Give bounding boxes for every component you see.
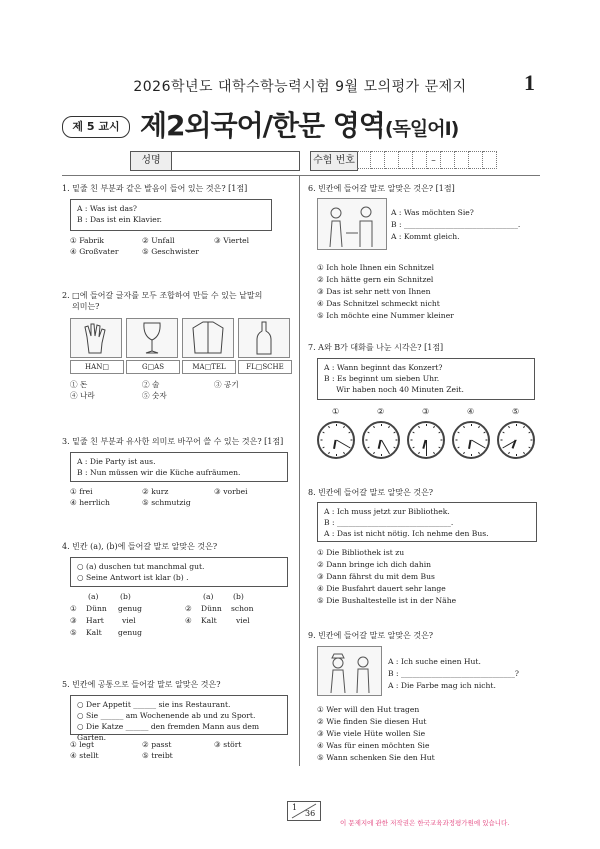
q2-word: G□AS <box>126 360 180 374</box>
q4-option-num[interactable]: ③ <box>70 616 77 625</box>
clock-label[interactable]: ② <box>377 407 385 416</box>
clock-tick <box>523 452 525 454</box>
q4-option-num[interactable]: ② <box>185 604 192 613</box>
clock-face <box>407 421 445 459</box>
q6-option[interactable]: ② Ich hätte gern ein Schnitzel <box>317 275 434 284</box>
footer-total: 36 <box>305 809 316 818</box>
q1-option[interactable]: ③ Viertel <box>214 236 250 245</box>
clock-tick <box>367 447 369 449</box>
q3-option[interactable]: ② kurz <box>142 487 169 496</box>
q9-line: A : Ich suche einen Hut. <box>388 657 481 666</box>
clock-tick <box>433 426 435 428</box>
q9-line: A : Die Farbe mag ich nicht. <box>388 681 496 690</box>
q5-option[interactable]: ① legt <box>70 740 95 749</box>
q5-line: ○ Der Appetit ______ sie ins Restaurant. <box>77 700 231 709</box>
q4-cell: Kalt <box>201 616 217 625</box>
clock-tick <box>328 452 330 454</box>
hand-picture <box>70 318 122 358</box>
clock-tick <box>381 424 382 426</box>
q9-line: B : ______________________________? <box>388 669 519 678</box>
q5-box <box>70 695 288 742</box>
q9-option[interactable]: ⑤ Wann schenken Sie den Hut <box>317 753 435 762</box>
clock-hour-hand <box>469 440 472 449</box>
restaurant-picture <box>317 198 387 250</box>
glass-picture <box>126 318 178 358</box>
clock-tick <box>523 426 525 428</box>
q2-word: MA□TEL <box>182 360 236 374</box>
q6-options <box>317 262 537 322</box>
q5-options <box>70 739 300 761</box>
q5-line: ○ Sie ______ am Wochenende ab und zu Sport. <box>77 711 256 720</box>
clock-tick <box>373 426 375 428</box>
q3-dialog <box>70 452 288 482</box>
exam-number-label: 수험 번호 <box>310 151 358 171</box>
clock-tick <box>426 424 427 426</box>
q8-line: A : Das ist nicht nötig. Ich nehme den Bus. <box>324 529 489 538</box>
clock-tick <box>322 432 324 434</box>
q4-head: (b) <box>233 592 244 601</box>
clock-tick <box>418 452 420 454</box>
clock-tick <box>438 432 440 434</box>
q4-stem: 4. 빈칸 (a), (b)에 들어갈 말로 알맞은 것은? <box>62 542 218 551</box>
subject-main: 제2외국어/한문 영역 <box>140 109 385 142</box>
clock-tick <box>457 432 459 434</box>
clock-tick <box>455 440 457 441</box>
q5-option[interactable]: ⑤ treibt <box>142 751 173 760</box>
bottle-picture <box>238 318 290 358</box>
q8-option[interactable]: ② Dann bringe ich dich dahin <box>317 560 432 569</box>
clock-tick <box>483 432 485 434</box>
q8-option[interactable]: ① Die Bibliothek ist zu <box>317 548 405 557</box>
q1-option[interactable]: ② Unfall <box>142 236 175 245</box>
footer-page-box <box>287 801 321 821</box>
q4-option-num[interactable]: ⑤ <box>70 628 77 637</box>
clock-tick <box>343 426 345 428</box>
clock-tick <box>328 426 330 428</box>
clock-tick <box>350 440 352 441</box>
q3-options <box>70 486 300 508</box>
q2-option[interactable]: ② 술 <box>142 380 160 389</box>
clock-label[interactable]: ① <box>332 407 340 416</box>
clock-tick <box>381 454 382 456</box>
clock-tick <box>373 452 375 454</box>
q2-option[interactable]: ⑤ 숫자 <box>142 391 167 400</box>
q9-option[interactable]: ③ Wie viele Hüte wollen Sie <box>317 729 426 738</box>
q4-cell: viel <box>236 616 250 625</box>
q8-option[interactable]: ⑤ Die Bushaltestelle ist in der Nähe <box>317 596 457 605</box>
clock-tick <box>528 432 530 434</box>
q4-option-num[interactable]: ① <box>70 604 77 613</box>
q1-dialog <box>70 199 272 231</box>
exam-title: 2026학년도 대학수학능력시험 9월 모의평가 문제지 <box>133 79 467 95</box>
q9-options <box>317 704 537 764</box>
clock-tick <box>322 447 324 449</box>
clock-tick <box>388 452 390 454</box>
clock-minute-hand <box>381 440 389 453</box>
clock-label[interactable]: ④ <box>467 407 475 416</box>
clock-tick <box>483 447 485 449</box>
q1-line-a: A : Was ist das? <box>77 204 138 213</box>
clock-tick <box>508 426 510 428</box>
clock-label[interactable]: ③ <box>422 407 430 416</box>
q2-stem-line1: 2. □에 들어갈 글자를 모두 조합하여 만들 수 있는 낱말의 <box>62 291 263 300</box>
clock-tick <box>478 452 480 454</box>
q8-dialog <box>317 502 537 542</box>
q4-head: (b) <box>120 592 131 601</box>
q4-cell: genug <box>118 628 142 637</box>
clock-tick <box>412 432 414 434</box>
top-rule <box>62 175 540 176</box>
q3-line-a: A : Die Party ist aus. <box>77 457 156 466</box>
clock-face <box>452 421 490 459</box>
q7-stem: 7. A와 B가 대화를 나눈 시각은? [1점] <box>308 343 444 352</box>
name-exam-bar <box>130 151 530 169</box>
clock-tick <box>365 440 367 441</box>
clock-tick <box>388 426 390 428</box>
clock-minute-hand <box>426 440 427 454</box>
clock-tick <box>502 447 504 449</box>
q7-dialog <box>317 358 535 400</box>
q5-option[interactable]: ② passt <box>142 740 172 749</box>
clock-tick <box>440 440 442 441</box>
q3-option[interactable]: ④ herrlich <box>70 498 110 507</box>
clock-tick <box>457 447 459 449</box>
clock-tick <box>395 440 397 441</box>
clock-tick <box>343 452 345 454</box>
q2-stem-line2: 의미는? <box>72 302 100 311</box>
q5-line: ○ Die Katze ______ den fremden Mann aus dem Garten. <box>77 722 260 742</box>
q6-stem: 6. 빈칸에 들어갈 말로 알맞은 것은? [1점] <box>308 184 455 193</box>
q8-option[interactable]: ③ Dann fährst du mit dem Bus <box>317 572 435 581</box>
q7-clocks <box>317 407 542 467</box>
q9-stem: 9. 빈칸에 들어갈 말로 알맞은 것은? <box>308 631 434 640</box>
clock-tick <box>410 440 412 441</box>
q6-option[interactable]: ⑤ Ich möchte eine Nummer kleiner <box>317 311 454 320</box>
q6-option[interactable]: ① Ich hole Ihnen ein Schnitzel <box>317 263 435 272</box>
q1-option[interactable]: ⑤ Geschwister <box>142 247 199 256</box>
page-number: 1 <box>524 70 535 95</box>
q2-word: FL□SCHE <box>238 360 292 374</box>
q7-line: Wir haben noch 40 Minuten Zeit. <box>324 385 464 394</box>
q1-option[interactable]: ④ Großvater <box>70 247 119 256</box>
q2-options <box>70 379 300 401</box>
hat-shop-picture <box>317 646 382 696</box>
q4-options <box>70 591 300 641</box>
q4-cell: Dünn <box>86 604 107 613</box>
q9-option[interactable]: ① Wer will den Hut tragen <box>317 705 420 714</box>
exam-number-field[interactable] <box>357 151 497 169</box>
clock-tick <box>508 452 510 454</box>
clock-minute-hand <box>471 440 484 448</box>
copyright-notice: 이 문제지에 관한 저작권은 한국교육과정평가원에 있습니다. <box>340 819 510 827</box>
clock-tick <box>336 424 337 426</box>
q6-option[interactable]: ③ Das ist sehr nett von Ihnen <box>317 287 431 296</box>
q2-option[interactable]: ④ 나라 <box>70 391 95 400</box>
clock-face <box>497 421 535 459</box>
q1-options <box>70 235 300 257</box>
q2-option[interactable]: ① 돈 <box>70 380 88 389</box>
clock-tick <box>478 426 480 428</box>
q3-stem: 3. 밑줄 친 부분과 유사한 의미로 바꾸어 쓸 수 있는 것은? [1점] <box>62 437 284 446</box>
q4-option-num[interactable]: ④ <box>185 616 192 625</box>
q5-option[interactable]: ③ stört <box>214 740 242 749</box>
clock-tick <box>530 440 532 441</box>
q3-option[interactable]: ③ vorbei <box>214 487 248 496</box>
q4-cell: Kalt <box>86 628 102 637</box>
clock-tick <box>463 452 465 454</box>
clock-tick <box>348 432 350 434</box>
clock-tick <box>320 440 322 441</box>
q8-option[interactable]: ④ Die Busfahrt dauert sehr lange <box>317 584 446 593</box>
q6-line-c: A : Kommt gleich. <box>391 232 460 241</box>
q4-cell: genug <box>118 604 142 613</box>
clock-tick <box>348 447 350 449</box>
clock-tick <box>393 447 395 449</box>
q7-line: A : Wann beginnt das Konzert? <box>324 363 443 372</box>
q2-option[interactable]: ③ 공기 <box>214 380 239 389</box>
clock-tick <box>485 440 487 441</box>
clock-tick <box>516 454 517 456</box>
q4-line-a: ○ (a) duschen tut manchmal gut. <box>77 562 205 571</box>
q1-stem: 1. 밑줄 친 부분과 같은 발음이 들어 있는 것은? [1점] <box>62 184 248 193</box>
q9-option[interactable]: ④ Was für einen möchten Sie <box>317 741 430 750</box>
q6-line-b: B : ______________________________. <box>391 220 521 229</box>
q8-line: A : Ich muss jetzt zur Bibliothek. <box>324 507 450 516</box>
clock-tick <box>471 424 472 426</box>
coat-picture <box>182 318 234 358</box>
q6-dialog <box>391 207 520 243</box>
q4-cell: Dünn <box>201 604 222 613</box>
q2-word: HAN□ <box>70 360 124 374</box>
q5-stem: 5. 빈칸에 공통으로 들어갈 말로 알맞은 것은? <box>62 680 221 689</box>
q4-cell: Hart <box>86 616 104 625</box>
clock-tick <box>500 440 502 441</box>
q1-line-b: B : Das ist ein Klavier. <box>77 215 162 224</box>
clock-tick <box>336 454 337 456</box>
clock-tick <box>528 447 530 449</box>
clock-tick <box>393 432 395 434</box>
clock-label[interactable]: ⑤ <box>512 407 520 416</box>
q8-stem: 8. 빈칸에 들어갈 말로 알맞은 것은? <box>308 488 434 497</box>
clock-hour-hand <box>334 440 337 449</box>
clock-tick <box>502 432 504 434</box>
q9-option[interactable]: ② Wie finden Sie diesen Hut <box>317 717 427 726</box>
exam-number-dash: – <box>427 151 441 169</box>
q2-stem <box>62 290 292 312</box>
q4-head: (a) <box>88 592 99 601</box>
clock-tick <box>433 452 435 454</box>
q5-option[interactable]: ④ stellt <box>70 751 99 760</box>
clock-tick <box>471 454 472 456</box>
name-field[interactable] <box>171 151 300 171</box>
q7-line: B : Es beginnt um sieben Uhr. <box>324 374 440 383</box>
clock-tick <box>412 447 414 449</box>
clock-minute-hand <box>336 440 349 448</box>
q6-option[interactable]: ④ Das Schnitzel schmeckt nicht <box>317 299 440 308</box>
q8-line: B : ______________________________. <box>324 518 454 527</box>
clock-face <box>317 421 355 459</box>
q1-option[interactable]: ① Fabrik <box>70 236 105 245</box>
q8-options <box>317 547 537 607</box>
period-badge: 제 5 교시 <box>62 116 130 138</box>
q2-pictures <box>70 318 290 373</box>
name-label: 성명 <box>130 151 172 171</box>
subject-sub: (독일어Ⅰ) <box>384 118 459 140</box>
q3-line-b: B : Nun müssen wir die Küche aufräumen. <box>77 468 241 477</box>
clock-tick <box>418 426 420 428</box>
q4-line-b: ○ Seine Antwort ist klar (b) . <box>77 573 189 582</box>
clock-tick <box>426 454 427 456</box>
q4-head: (a) <box>203 592 214 601</box>
clock-tick <box>438 447 440 449</box>
subject-title <box>140 104 458 144</box>
clock-tick <box>463 426 465 428</box>
q6-line-a: A : Was möchten Sie? <box>391 208 474 217</box>
q4-cell: schon <box>231 604 254 613</box>
q9-dialog <box>388 656 519 692</box>
q3-option[interactable]: ① frei <box>70 487 93 496</box>
q3-option[interactable]: ⑤ schmutzig <box>142 498 191 507</box>
clock-tick <box>516 424 517 426</box>
column-divider <box>299 176 300 766</box>
q4-box <box>70 557 288 587</box>
q4-cell: viel <box>122 616 136 625</box>
clock-face <box>362 421 400 459</box>
clock-tick <box>367 432 369 434</box>
footer-page: 1 <box>292 803 298 812</box>
